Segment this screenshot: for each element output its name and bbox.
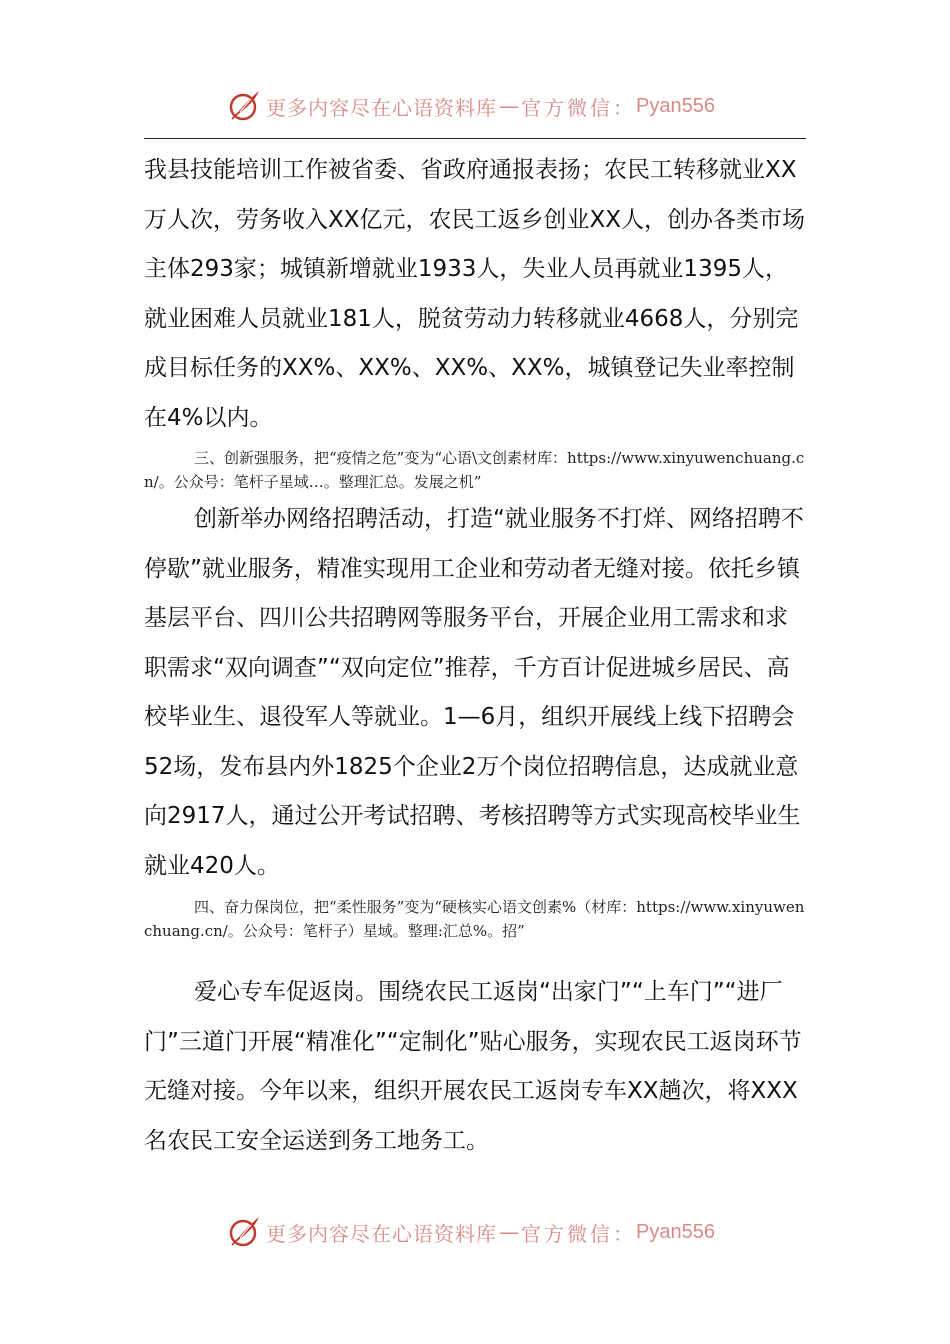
banner-separator: — bbox=[499, 94, 519, 118]
header-banner bbox=[226, 84, 715, 128]
banner-separator: — bbox=[499, 1220, 519, 1244]
quill-pen-circle-icon bbox=[226, 1214, 262, 1250]
section-note-4: 四、奋力保岗位，把“柔性服务”变为“硬核实心语文创素%（材库：https://www.xinyuwenchuang.cn/。公众号：笔杆子）星域。整理:汇总%。招” bbox=[144, 898, 805, 940]
footer-banner bbox=[226, 1210, 715, 1254]
body-paragraph-1: 我县技能培训工作被省委、省政府通报表扬；农民工转移就业XX万人次，劳务收入XX亿元，农民工返乡创业XX人，创办各类市场主体293家；城镇新增就业1933人，失业人员再就业1395人，就业困难人员就业181人，脱贫劳动力转移就业4668人，分别完成目标任务的XX%、XX%、XX%、XX%，城镇登记失业率控制在4%以内。 bbox=[144, 157, 806, 431]
banner-wechat-label: 官方微信： bbox=[521, 95, 636, 120]
banner-slogan: 更多内容尽在心语资料库 bbox=[266, 95, 497, 120]
header-divider bbox=[144, 138, 806, 139]
section-note-3: 三、创新强服务，把“疫情之危”变为“心语\文创素材库：https://www.xinyuwenchuang.cn/。公众号：笔杆子星域…。整理汇总。发展之机” bbox=[144, 449, 805, 491]
body-paragraph-2: 创新举办网络招聘活动，打造“就业服务不打烊、网络招聘不停歇”就业服务，精准实现用工企业和劳动者无缝对接。依托乡镇基层平台、四川公共招聘网等服务平台，开展企业用工需求和求职需求“双向调查”“双向定位”推荐，千方百计促进城乡居民、高校毕业生、退役军人等就业。1—6月，组织开展线上线下招聘会52场，发布县内外1825个企业2万个岗位招聘信息，达成就业意向2917人，通过公开考试招聘、考核招聘等方式实现高校毕业生就业420人。 bbox=[144, 506, 804, 879]
banner-slogan: 更多内容尽在心语资料库 bbox=[266, 1221, 497, 1246]
quill-pen-circle-icon bbox=[226, 88, 262, 124]
banner-wechat-id: Pyan556 bbox=[636, 94, 715, 117]
banner-wechat-id: Pyan556 bbox=[636, 1220, 715, 1243]
banner-wechat-label: 官方微信： bbox=[521, 1221, 636, 1246]
body-paragraph-3: 爱心专车促返岗。围绕农民工返岗“出家门”“上车门”“进厂门”三道门开展“精准化”“定制化”贴心服务，实现农民工返岗环节无缝对接。今年以来，组织开展农民工返岗专车XX趟次，将XXX名农民工安全运送到务工地务工。 bbox=[144, 979, 802, 1154]
